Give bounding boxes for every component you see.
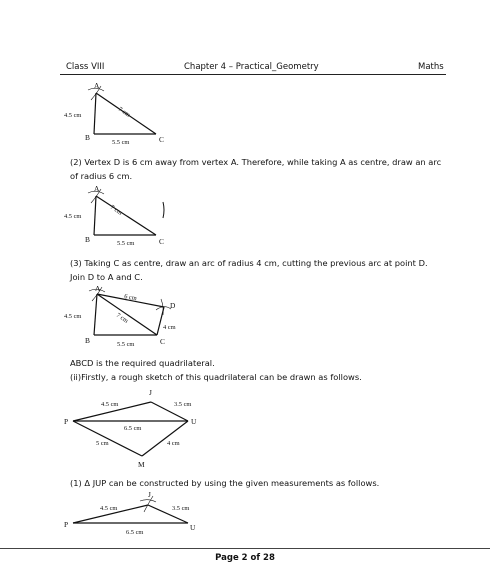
point-label: B [85,133,90,142]
figure-quadrilateral-abcd [60,284,186,354]
point-label: U [190,523,196,532]
point-label: C [159,135,164,144]
figure-triangle-jup [60,490,220,546]
figure-rough-sketch-pjum [60,385,220,473]
point-label: B [85,235,90,244]
side-length-label: 4.5 cm [64,313,82,320]
side-length-label: 6.5 cm [124,425,142,432]
page-number: Page 2 of 28 [215,553,275,563]
side-length-label: 5.5 cm [112,139,130,146]
side-length-label: 4.5 cm [64,213,82,220]
side-length-label: 3.5 cm [172,505,190,512]
point-label: M [138,460,145,469]
point-label: D [170,301,176,310]
footer-divider [0,548,490,549]
side-length-label: 5 cm [96,440,109,447]
header-class: Class VIII [66,62,105,72]
side-length-label: 7 cm [116,105,132,119]
point-label: P [64,417,69,426]
point-label: C [160,337,165,346]
side-length-label: 4 cm [167,440,180,447]
point-label: J [148,490,151,499]
side-length-label: 6.5 cm [126,529,144,536]
point-label: A [95,284,101,293]
side-length-label: 5.5 cm [117,341,135,348]
header-divider [60,74,446,75]
side-length-label: 5.5 cm [117,240,135,247]
side-length-label: 6 cm [123,293,138,303]
step-3-text: (3) Taking C as centre, draw an arc of radius 4 cm, cutting the previous arc at point D. Join D to A and C. [70,258,428,282]
step-2-text: (2) Vertex D is 6 cm away from vertex A. Therefore, while taking A as centre, draw an arc of radius 6 cm. [70,157,442,181]
point-label: C [159,237,164,246]
header-subject: Maths [418,62,444,72]
point-label: P [64,520,69,529]
point-label: J [149,388,152,397]
point-label: A [94,81,100,90]
side-length-label: 4 cm [163,324,176,331]
point-label: U [191,417,197,426]
side-length-label: 7 cm [108,203,124,217]
point-label: B [85,336,90,345]
figure-triangle-abc-arc [60,184,180,252]
conclusion-text: ABCD is the required quadrilateral. [70,358,215,368]
header-chapter: Chapter 4 – Practical_Geometry [184,62,319,72]
part-ii-intro-text: (ii)Firstly, a rough sketch of this quadrilateral can be drawn as follows. [70,372,362,382]
side-length-label: 3.5 cm [174,401,192,408]
figure-triangle-abc [60,80,180,152]
step-1-text: (1) Δ JUP can be constructed by using the given measurements as follows. [70,478,380,488]
point-label: A [94,184,100,193]
side-length-label: 4.5 cm [101,401,119,408]
side-length-label: 7 cm [114,311,130,325]
side-length-label: 4.5 cm [100,505,118,512]
side-length-label: 4.5 cm [64,112,82,119]
